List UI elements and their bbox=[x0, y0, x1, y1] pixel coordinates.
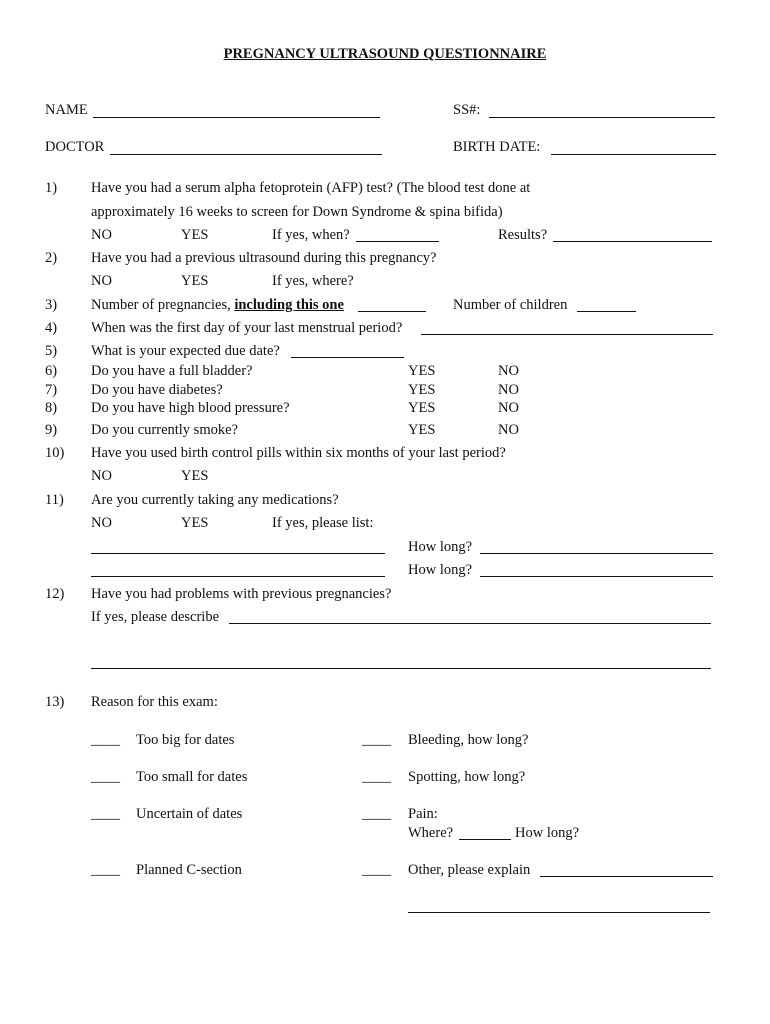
q1-text-line2: approximately 16 weeks to screen for Down Syndrome & spina bifida) bbox=[91, 204, 503, 220]
q11-how-long-field-1[interactable] bbox=[480, 553, 713, 554]
reason-checkbox-pain[interactable]: ____ bbox=[362, 806, 391, 822]
ss-label: SS#: bbox=[453, 102, 481, 118]
q8-no-option[interactable]: NO bbox=[498, 400, 519, 416]
q4-field[interactable] bbox=[421, 334, 713, 335]
reason-checkbox-too-big[interactable]: ____ bbox=[91, 732, 120, 748]
q4-text: When was the first day of your last menstrual period? bbox=[91, 320, 403, 336]
q2-number: 2) bbox=[45, 250, 58, 266]
q3-text bbox=[91, 296, 344, 314]
q10-number: 10) bbox=[45, 445, 65, 461]
doctor-field[interactable] bbox=[110, 154, 382, 155]
page-title: PREGNANCY ULTRASOUND QUESTIONNAIRE bbox=[223, 46, 547, 62]
q10-text: Have you used birth control pills within six months of your last period? bbox=[91, 445, 506, 461]
q7-text: Do you have diabetes? bbox=[91, 382, 223, 398]
q9-number: 9) bbox=[45, 422, 58, 438]
q1-text-line1: Have you had a serum alpha fetoprotein (AFP) test? (The blood test done at bbox=[91, 180, 531, 196]
q6-text: Do you have a full bladder? bbox=[91, 363, 253, 379]
q1-results-label: Results? bbox=[498, 227, 548, 243]
q12-text: Have you had problems with previous pregnancies? bbox=[91, 586, 392, 602]
q6-number: 6) bbox=[45, 363, 58, 379]
q11-how-long-field-2[interactable] bbox=[480, 576, 713, 577]
q1-when-label: If yes, when? bbox=[272, 227, 350, 243]
q5-field[interactable] bbox=[291, 357, 404, 358]
q1-yes-option[interactable]: YES bbox=[181, 227, 209, 243]
q9-yes-option[interactable]: YES bbox=[408, 422, 436, 438]
reason-bleeding-label: Bleeding, how long? bbox=[408, 732, 529, 748]
q7-number: 7) bbox=[45, 382, 58, 398]
q3-children-label: Number of children bbox=[453, 297, 568, 313]
q11-list-label: If yes, please list: bbox=[272, 515, 374, 531]
q6-yes-option[interactable]: YES bbox=[408, 363, 436, 379]
reason-too-small-label: Too small for dates bbox=[136, 769, 248, 785]
q1-results-field[interactable] bbox=[553, 241, 712, 242]
q11-no-option[interactable]: NO bbox=[91, 515, 112, 531]
q9-no-option[interactable]: NO bbox=[498, 422, 519, 438]
q11-number: 11) bbox=[45, 492, 64, 508]
reason-checkbox-c-section[interactable]: ____ bbox=[91, 862, 120, 878]
q8-text: Do you have high blood pressure? bbox=[91, 400, 290, 416]
q4-number: 4) bbox=[45, 320, 58, 336]
q7-yes-option[interactable]: YES bbox=[408, 382, 436, 398]
reason-spotting-label: Spotting, how long? bbox=[408, 769, 526, 785]
q12-number: 12) bbox=[45, 586, 65, 602]
other-explain-field-2[interactable] bbox=[408, 912, 710, 913]
q11-text: Are you currently taking any medications? bbox=[91, 492, 339, 508]
reason-uncertain-label: Uncertain of dates bbox=[136, 806, 243, 822]
pain-how-long-label: How long? bbox=[515, 825, 580, 841]
q1-when-field[interactable] bbox=[356, 241, 439, 242]
q12-describe-label: If yes, please describe bbox=[91, 609, 220, 625]
reason-checkbox-spotting[interactable]: ____ bbox=[362, 769, 391, 785]
ss-field[interactable] bbox=[489, 117, 715, 118]
pain-where-field[interactable] bbox=[459, 839, 511, 840]
q11-medication-field-1[interactable] bbox=[91, 553, 385, 554]
q2-yes-option[interactable]: YES bbox=[181, 273, 209, 289]
q13-number: 13) bbox=[45, 694, 65, 710]
reason-c-section-label: Planned C-section bbox=[136, 862, 242, 878]
q10-yes-option[interactable]: YES bbox=[181, 468, 209, 484]
q13-text: Reason for this exam: bbox=[91, 694, 218, 710]
pain-where-label: Where? bbox=[408, 825, 454, 841]
q3-text-plain: Number of pregnancies, bbox=[91, 297, 235, 313]
birth-date-field[interactable] bbox=[551, 154, 716, 155]
q5-number: 5) bbox=[45, 343, 58, 359]
q6-no-option[interactable]: NO bbox=[498, 363, 519, 379]
q2-where-label: If yes, where? bbox=[272, 273, 354, 289]
reason-checkbox-bleeding[interactable]: ____ bbox=[362, 732, 391, 748]
q7-no-option[interactable]: NO bbox=[498, 382, 519, 398]
reason-other-label: Other, please explain bbox=[408, 862, 531, 878]
q8-number: 8) bbox=[45, 400, 58, 416]
name-label: NAME bbox=[45, 102, 88, 118]
q5-text: What is your expected due date? bbox=[91, 343, 280, 359]
q12-describe-field-1[interactable] bbox=[229, 623, 711, 624]
q10-no-option[interactable]: NO bbox=[91, 468, 112, 484]
other-explain-field-1[interactable] bbox=[540, 876, 713, 877]
reason-checkbox-other[interactable]: ____ bbox=[362, 862, 391, 878]
q11-how-long-label-1: How long? bbox=[408, 539, 473, 555]
reason-pain-label: Pain: bbox=[408, 806, 438, 822]
q3-children-field[interactable] bbox=[577, 311, 636, 312]
birth-date-label: BIRTH DATE: bbox=[453, 139, 541, 155]
q11-how-long-label-2: How long? bbox=[408, 562, 473, 578]
q3-text-bold: including this one bbox=[234, 297, 344, 313]
q1-no-option[interactable]: NO bbox=[91, 227, 112, 243]
q12-describe-field-2[interactable] bbox=[91, 668, 711, 669]
q3-number: 3) bbox=[45, 297, 58, 313]
q3-pregnancies-field[interactable] bbox=[358, 311, 426, 312]
reason-checkbox-too-small[interactable]: ____ bbox=[91, 769, 120, 785]
reason-checkbox-uncertain[interactable]: ____ bbox=[91, 806, 120, 822]
doctor-label: DOCTOR bbox=[45, 139, 105, 155]
q2-no-option[interactable]: NO bbox=[91, 273, 112, 289]
q9-text: Do you currently smoke? bbox=[91, 422, 238, 438]
reason-too-big-label: Too big for dates bbox=[136, 732, 235, 748]
q8-yes-option[interactable]: YES bbox=[408, 400, 436, 416]
name-field[interactable] bbox=[93, 117, 380, 118]
q2-text: Have you had a previous ultrasound during this pregnancy? bbox=[91, 250, 437, 266]
q11-medication-field-2[interactable] bbox=[91, 576, 385, 577]
q1-number: 1) bbox=[45, 180, 58, 196]
q11-yes-option[interactable]: YES bbox=[181, 515, 209, 531]
